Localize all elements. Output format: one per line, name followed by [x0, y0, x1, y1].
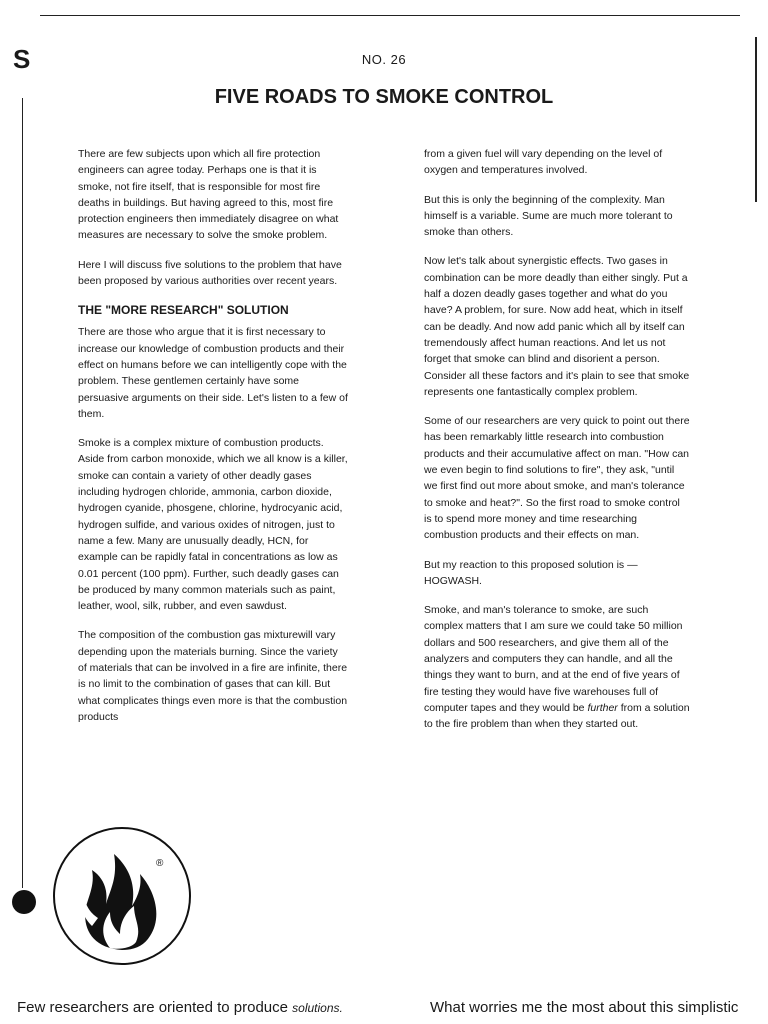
section-heading: THE "MORE RESEARCH" SOLUTION — [78, 303, 289, 318]
paragraph-text: Smoke, and man's tolerance to smoke, are such complex matters that I am sure we could take 50 million dollars and 500 researchers, and give them all of the analyzers and computers they can handle, and all the things they want to burn, and at the end of five years of fire testing they would have five warehouses full of computer tapes and they would be — [424, 604, 683, 714]
top-rule — [40, 15, 740, 16]
right-column — [424, 146, 690, 746]
paragraph: Now let's talk about synergistic effects. Two gases in combination can be more deadly than either singly. Put a half a dozen deadly gases together and what do you have? A problem, for sure. Now add heat, which in itself can be deadly. And now add panic which all by itself can tremendously affect human reactions. And let us not forget that smoke can blind and disorient a person. Consider all these factors and it's plain to see that smoke represents one fantastically complex problem. — [424, 255, 690, 398]
paragraph: There are those who argue that it is first necessary to increase our knowledge of combustion products and their effect on humans before we can intelligently cope with the problem. These gentlemen certainly have some persuasive arguments on their side. Let's listen to a few of them. — [78, 326, 348, 420]
page-title: FIVE ROADS TO SMOKE CONTROL — [214, 86, 554, 108]
flame-logo-icon — [52, 826, 192, 966]
paragraph: Smoke is a complex mixture of combustion products. Aside from carbon monoxide, which we all know is a killer, smoke can contain a variety of other deadly gases including hydrogen chloride, ammonia, carbon dioxide, hydrogen cyanide, phosgene, chlorine, hydrocyanic acid, hydrogen sulfide, and various oxides of nitrogen, just to name a few. Many are unusually deadly, HCN, for example can be rapidly fatal in concentrations as low as 0.01 percent (100 ppm). Further, such deadly gases can be produced by many common materials such as paint, leather, wool, silk, rubber, and even sawdust. — [78, 437, 348, 613]
left-margin-rule — [22, 98, 23, 888]
paragraph: from a given fuel will vary depending on the level of oxygen and temperatures involved. — [424, 148, 663, 177]
issue-number: NO. 26 — [361, 52, 407, 67]
footer-left-text — [17, 998, 397, 1024]
bullet-dot — [12, 890, 36, 914]
footer-emphasis: solutions. — [292, 1001, 343, 1015]
paragraph: Here I will discuss five solutions to the problem that have been proposed by various authorities over recent years. — [78, 258, 342, 288]
left-column — [78, 146, 348, 738]
footer-right-text: What worries me the most about this simplistic — [430, 999, 739, 1016]
paragraph: But this is only the beginning of the complexity. Man himself is a variable. Sume are much more tolerant to smoke than others. — [424, 193, 673, 239]
paragraph: But my reaction to this proposed solution is — HOGWASH. — [424, 558, 638, 587]
corner-letter: S — [13, 44, 31, 74]
registered-mark: ® — [156, 858, 164, 869]
paragraph: The composition of the combustion gas mixturewill vary depending upon the materials burning. Since the variety of materials that can be involved in a fire are infinite, there is no limit to the combination of gases that can kill. But what complicates things even more is that the combustion products — [78, 629, 348, 723]
paragraph: There are few subjects upon which all fire protection engineers can agree today. Perhaps one is that it is smoke, not fire itself, that is responsible for most fire deaths in buildings. But having agreed to this, most fire protection engineers then immediately disagree on what measures are necessary to solve the smoke problem. — [78, 148, 339, 242]
paragraph — [424, 602, 690, 732]
emphasis-text: further — [587, 701, 618, 714]
footer-text: Few researchers are oriented to produce — [17, 999, 293, 1016]
paragraph: Some of our researchers are very quick to point out there has been remarkably little research into combustion products and their accumulative affect on man. "How can we even begin to find solutions to fire", they ask, "until we first find out more about smoke, and man's tolerance to smoke and heat?". So the first road to smoke control is to spend more money and time researching combustion products and their effects on man. — [424, 415, 690, 542]
paragraph-text: from a solution to the fire problem than when they started out. — [424, 701, 690, 731]
